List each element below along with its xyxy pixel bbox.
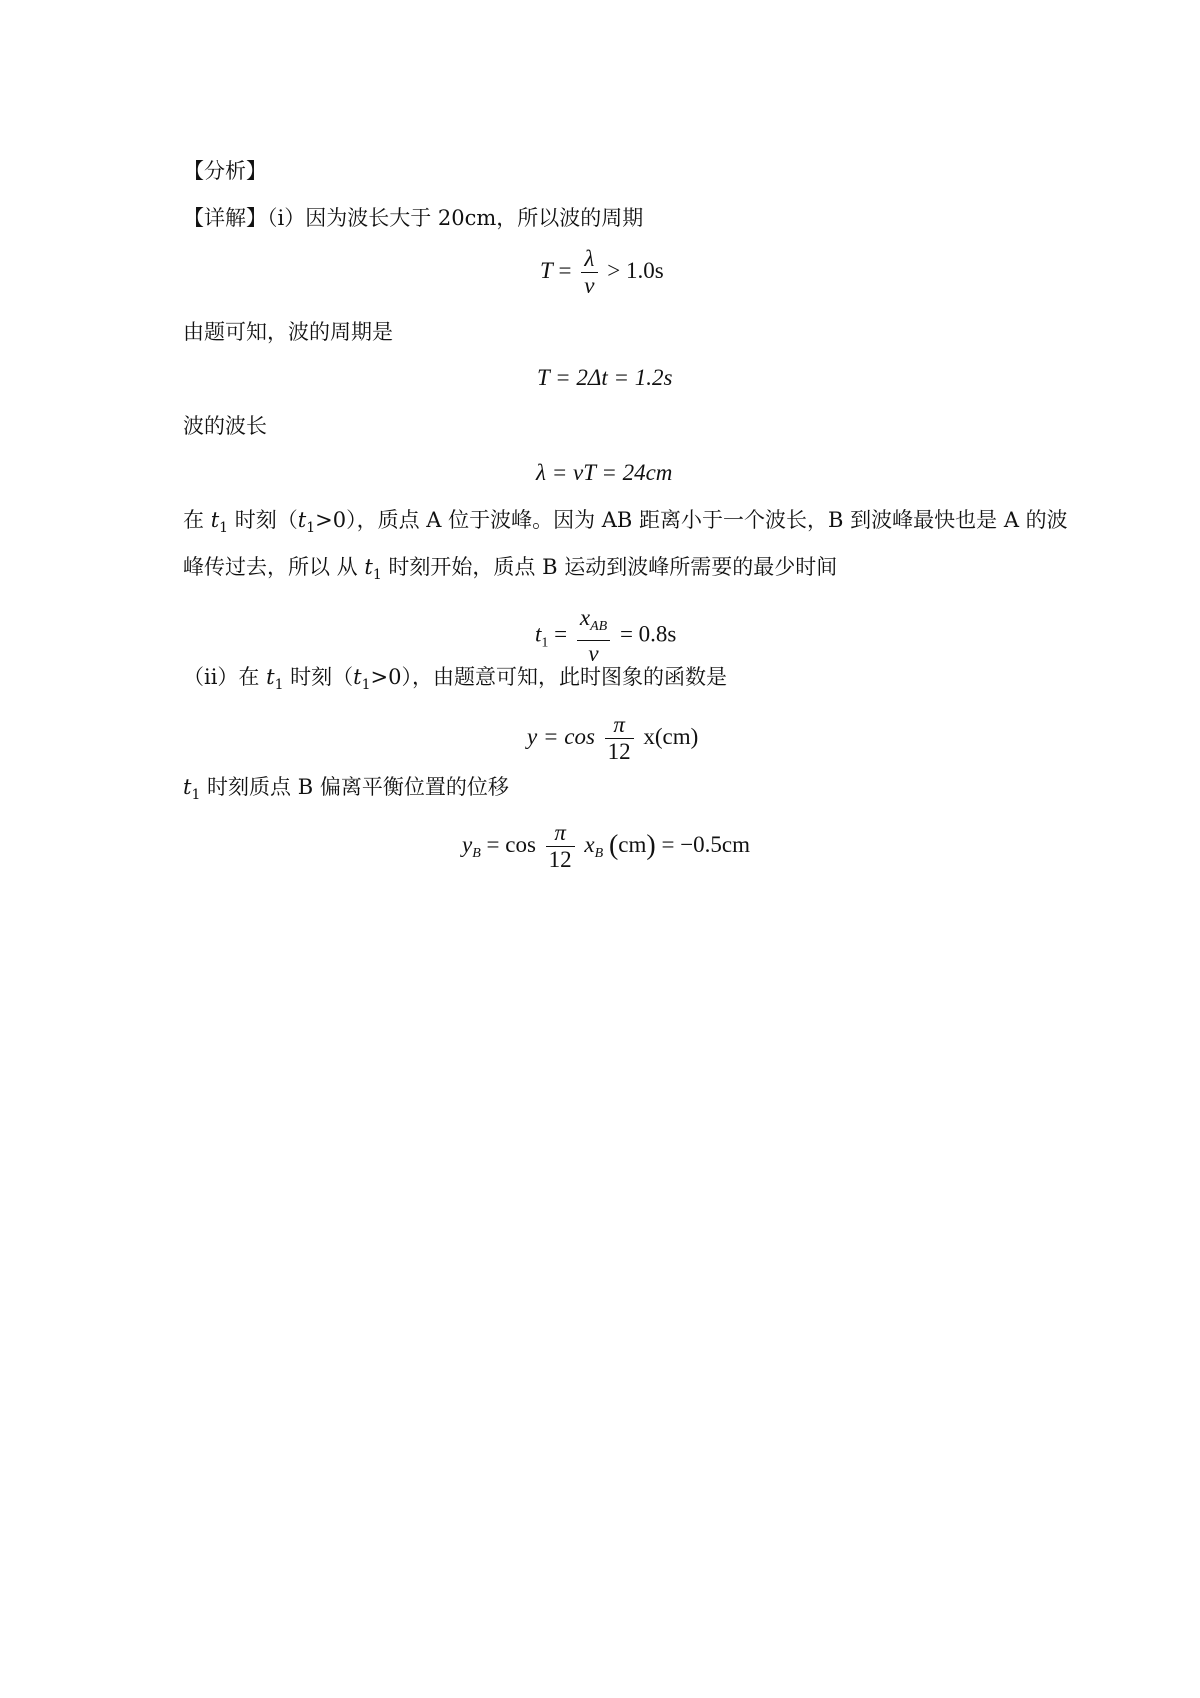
- text-wavelength: 波的波长: [183, 414, 267, 438]
- paragraph-displacement: $t_1$ 时刻质点 B 偏离平衡位置的位移: [183, 775, 509, 803]
- fraction: $\frac{\pi}{12}$: [605, 712, 634, 765]
- analysis-heading: 【分析】: [183, 159, 267, 183]
- equation-wave-function: y = cos $\frac{\pi}{12}$ x(cm): [527, 712, 699, 764]
- paragraph-function: （ii）在 $t_1$ 时刻$(t_1>0)$，由题意可知，此时图象的函数是: [183, 665, 728, 693]
- detail-intro: [183, 203, 643, 233]
- equation-period: T = 2Δt = 1.2s: [537, 365, 673, 390]
- fraction: $\frac{\pi}{12}$: [546, 820, 575, 873]
- equation-displacement-b: $y_B = \cos$ $\frac{\pi}{12}$ $x_B$ (cm) = −0.5cm: [462, 820, 751, 872]
- fraction: $\frac{\lambda}{v}$: [581, 246, 597, 299]
- text-period-known: 由题可知，波的周期是: [183, 320, 393, 344]
- fraction: $\frac{x_{AB}}{v}$: [577, 605, 610, 667]
- paragraph-crest-cont: 峰传过去，所以 从 $t_1$ 时刻开始，质点 B 运动到波峰所需要的最少时间: [183, 555, 838, 583]
- equation-wavelength: λ = vT = 24cm: [536, 460, 673, 485]
- detail-intro-text: （i）因为波长大于 20cm，所以波的周期: [267, 206, 644, 230]
- detail-label: 【详解】: [183, 206, 267, 230]
- equation-period-bound: T = $\frac{\lambda}{v}$ > 1.0s: [540, 246, 664, 298]
- equation-min-time: $t_1$ = $\frac{x_{AB}}{v}$ = 0.8s: [535, 605, 677, 666]
- paragraph-crest: 在 $t_1$ 时刻$(t_1>0)$，质点 A 位于波峰。因为 AB 距离小于一个波长，B 到波峰最快也是 A 的波: [183, 508, 1068, 536]
